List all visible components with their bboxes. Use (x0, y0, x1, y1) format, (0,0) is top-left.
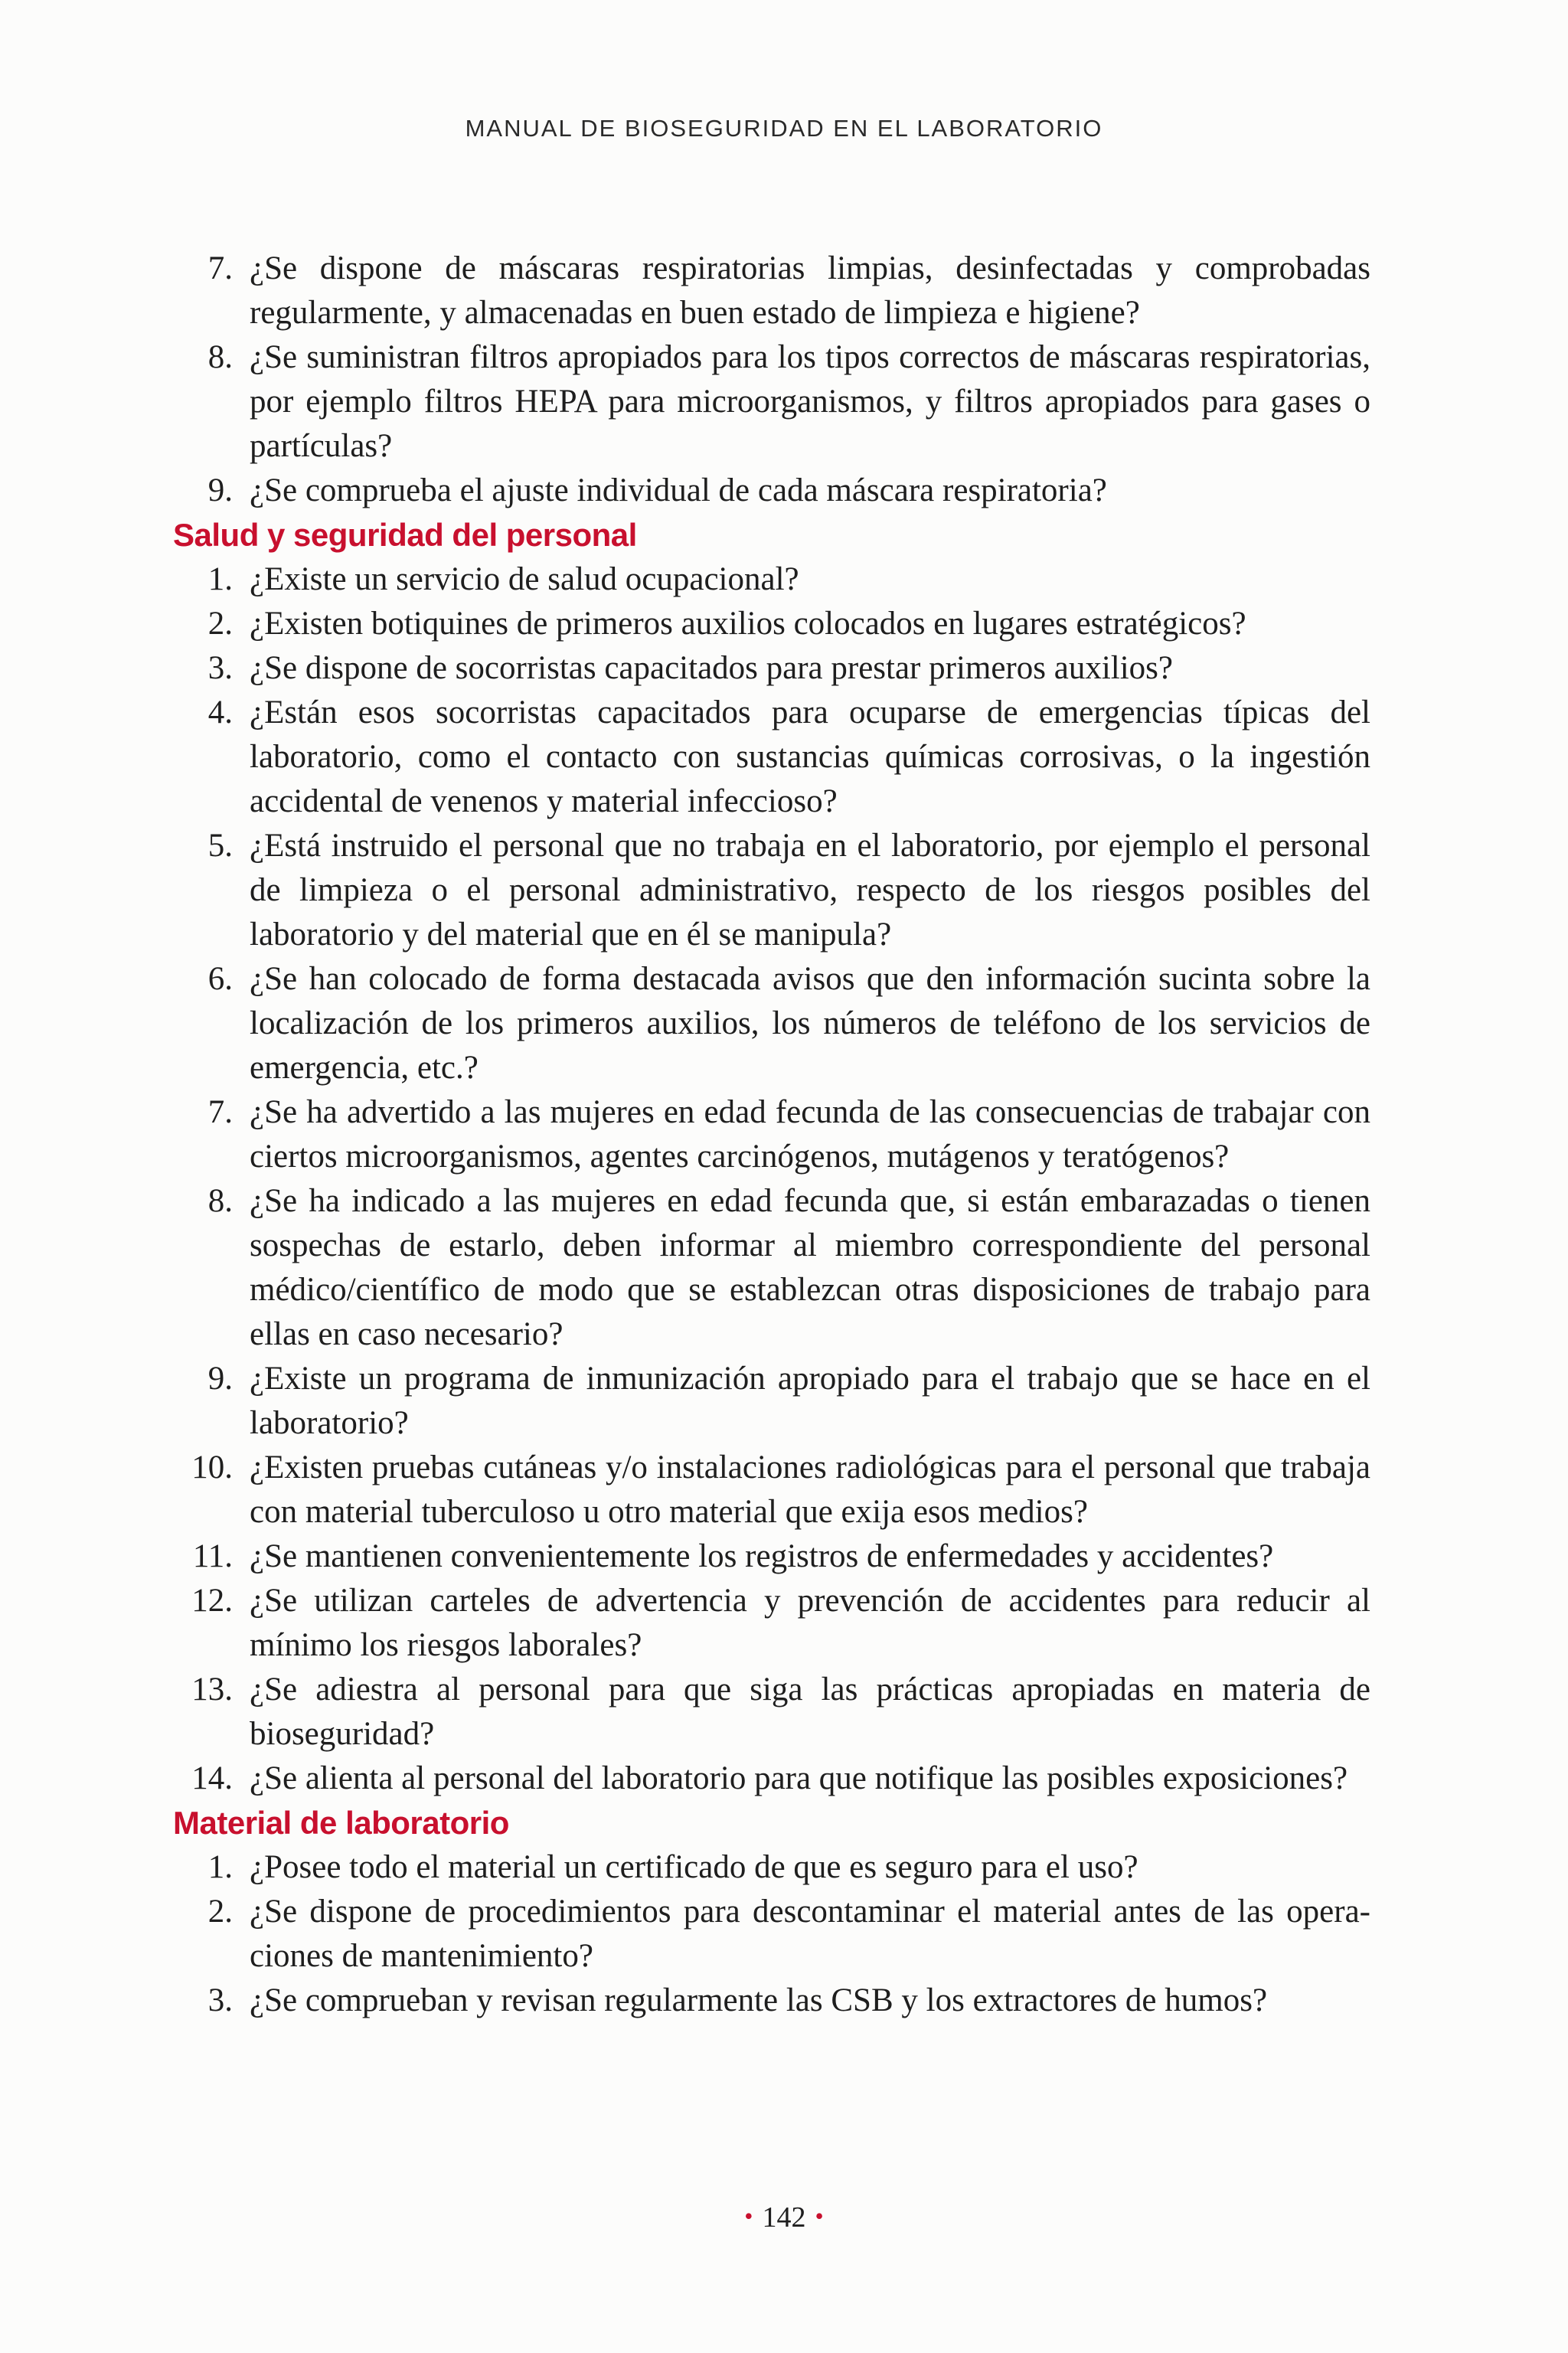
item-text: ¿Se adiestra al personal para que siga las prácticas apropiadas en materia de bioseguridad? (250, 1672, 1370, 1752)
list-item (173, 1979, 1370, 2023)
item-text: ¿Están esos socorristas capacitados para ocuparse de emergencias típicas del laboratorio, como el contacto con sustancias químicas corrosivas, o la ingestión accidental de venenos y material infeccioso? (250, 694, 1370, 819)
item-number: 4. (207, 694, 233, 730)
item-number: 10. (191, 1449, 233, 1485)
running-head: MANUAL DE BIOSEGURIDAD EN EL LABORATORIO (465, 115, 1103, 142)
bullet-dot-left: • (744, 2202, 753, 2230)
item-number: 12. (191, 1583, 233, 1619)
item-number: 6. (207, 961, 233, 997)
list-item (173, 1446, 1370, 1534)
item-text: ¿Existen pruebas cutáneas y/o instalaciones radiológicas para el personal que trabaja con material tuberculoso u otro material que exija esos medios? (250, 1449, 1370, 1530)
item-text: ¿Se comprueban y revisan regularmente las CSB y los extractores de humos? (250, 1982, 1268, 2018)
list-item (173, 1890, 1370, 1979)
item-text: ¿Existen botiquines de primeros auxilios colocados en lugares estratégicos? (250, 606, 1246, 642)
salud-question-list (173, 557, 1370, 1801)
page-number: 142 (762, 2201, 806, 2234)
item-number: 8. (207, 1183, 233, 1219)
item-number: 8. (207, 339, 233, 375)
item-number: 9. (207, 1361, 233, 1397)
item-number: 3. (207, 1982, 233, 2018)
bullet-dot-right: • (815, 2202, 824, 2230)
item-text: ¿Se utilizan carteles de advertencia y prevención de accidentes para reducir al mínimo los riesgos laborales? (250, 1583, 1370, 1663)
list-item (173, 1090, 1370, 1179)
list-item (173, 602, 1370, 646)
item-number: 7. (207, 250, 233, 286)
item-number: 13. (191, 1672, 233, 1708)
list-item (173, 824, 1370, 957)
list-item (173, 335, 1370, 469)
list-item (173, 646, 1370, 691)
list-item (173, 1668, 1370, 1757)
material-question-list (173, 1845, 1370, 2023)
item-text: ¿Se alienta al personal del laboratorio para que notifique las posibles exposiciones? (250, 1760, 1348, 1796)
item-text: ¿Se dispone de procedimientos para descontaminar el material antes de las operaciones de mantenimiento? (250, 1894, 1370, 1974)
list-item (173, 1357, 1370, 1446)
item-text: ¿Está instruido el personal que no trabaja en el laboratorio, por ejemplo el personal de limpieza o el personal administrativo, respecto de los riesgos posibles del laboratorio y del material que en él se manipula? (250, 828, 1370, 953)
item-number: 5. (207, 828, 233, 864)
list-item (173, 1757, 1370, 1801)
section-heading-salud: Salud y seguridad del personal (173, 517, 637, 553)
item-number: 1. (207, 1849, 233, 1885)
page-number-footer (0, 2201, 1568, 2234)
item-text: ¿Se ha indicado a las mujeres en edad fecunda que, si están embarazadas o tienen sospechas de estarlo, deben informar al miembro correspondiente del personal médico/científico de modo que se establezcan otras disposiciones de trabajo para ellas en caso necesario? (250, 1183, 1370, 1352)
item-number: 2. (207, 1894, 233, 1930)
list-item (173, 557, 1370, 602)
item-text: ¿Se comprueba el ajuste individual de cada máscara respiratoria? (250, 472, 1107, 508)
list-item (173, 469, 1370, 513)
item-number: 14. (191, 1760, 233, 1796)
list-item (173, 1579, 1370, 1668)
item-text: ¿Se suministran filtros apropiados para los tipos correctos de máscaras respiratorias, por ejemplo filtros HEPA para microorganismos, y filtros apropiados para gases o partículas? (250, 339, 1370, 464)
list-item (173, 691, 1370, 824)
item-number: 11. (192, 1538, 233, 1574)
item-number: 1. (207, 561, 233, 597)
list-item (173, 1534, 1370, 1579)
item-text: ¿Se mantienen convenientemente los registros de enfermedades y accidentes? (250, 1538, 1274, 1574)
item-text: ¿Se han colocado de forma destacada avisos que den información sucinta sobre la localización de los primeros auxilios, los números de teléfono de los servicios de emergencia, etc.? (250, 961, 1370, 1086)
item-text: ¿Posee todo el material un certificado de que es seguro para el uso? (250, 1849, 1138, 1885)
list-item (173, 247, 1370, 335)
item-text: ¿Se ha advertido a las mujeres en edad fecunda de las consecuencias de trabajar con ciertos microorganismos, agentes carcinógenos, mutágenos y teratógenos? (250, 1094, 1370, 1175)
item-number: 2. (207, 606, 233, 642)
item-number: 9. (207, 472, 233, 508)
item-text: ¿Existe un servicio de salud ocupacional? (250, 561, 799, 597)
item-number: 3. (207, 650, 233, 686)
intro-question-list (173, 247, 1370, 513)
page-content (173, 247, 1370, 2023)
list-item (173, 1179, 1370, 1357)
item-text: ¿Se dispone de máscaras respiratorias limpias, desinfectadas y comprobadas regularmente, y almacenadas en buen estado de limpieza e higiene? (250, 250, 1370, 331)
item-number: 7. (207, 1094, 233, 1130)
item-text: ¿Existe un programa de inmunización apropiado para el trabajo que se hace en el laboratorio? (250, 1361, 1370, 1441)
list-item (173, 1845, 1370, 1890)
list-item (173, 957, 1370, 1090)
item-text: ¿Se dispone de socorristas capacitados para prestar primeros auxilios? (250, 650, 1173, 686)
section-heading-material: Material de laboratorio (173, 1805, 509, 1841)
